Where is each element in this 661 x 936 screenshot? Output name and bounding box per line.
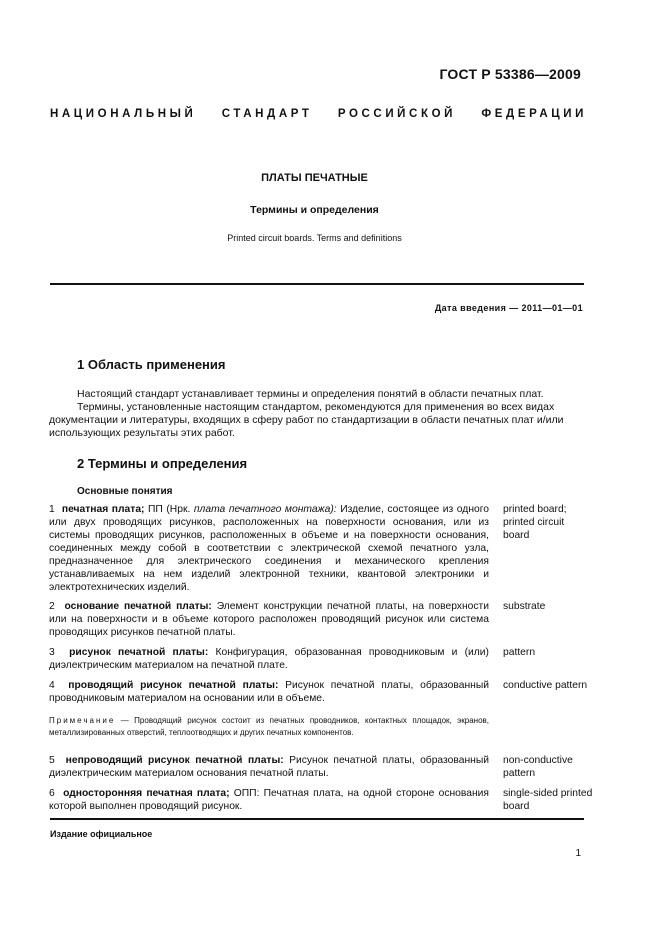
term-name: односторонняя печатная плата; (63, 788, 230, 799)
note (49, 715, 489, 739)
top-divider (50, 283, 584, 285)
date-of-introduction: Дата введения — 2011—01—01 (434, 303, 583, 313)
term-number: 2 (49, 601, 55, 612)
term-entry-4 (49, 679, 489, 705)
term-number: 5 (49, 755, 55, 766)
note-text: — Проводящий рисунок состоит из печатных проводников, контактных площадок, экранов, металлизированных отверстий, теплоотводящих и других печатных компонентов. (49, 716, 489, 737)
scope-paragraph-2-line1: Термины, установленные настоящим стандартом, рекомендуются для применения во всех видах (77, 401, 555, 413)
term-english-3: pattern (503, 647, 536, 658)
term-entry-3 (49, 646, 489, 672)
national-standard-banner: НАЦИОНАЛЬНЫЙ СТАНДАРТ РОССИЙСКОЙ ФЕДЕРАЦИИ (50, 108, 587, 120)
section-1-body (77, 388, 583, 401)
scope-paragraph-2-line2: документации и литературы, входящих в сферу работ по стандартизации в области печатных плат и/или (49, 414, 564, 426)
term-name: проводящий рисунок печатной платы: (68, 680, 279, 691)
term-number: 3 (49, 647, 55, 658)
term-definition: Конфигурация, образованная проводниковым и (или) диэлектрическим материалом на печатной плате. (49, 647, 489, 671)
term-definition: Рисунок печатной платы, образованный диэлектрическим материалом основания печатной платы. (49, 755, 489, 779)
english-title: Printed circuit boards. Terms and definitions (227, 233, 402, 243)
term-number: 4 (49, 680, 55, 691)
term-definition: Элемент конструкции печатной платы, на поверхности или на поверхности и в объеме которого расположен проводящий рисунок или система проводящих рисунков печатной платы. (49, 601, 489, 638)
note-label: Примечание (49, 716, 116, 725)
term-definition: ОПП: Печатная плата, на одной стороне основания которой выполнен проводящий рисунок. (49, 788, 489, 812)
term-definition: Изделие, состоящее из одного или двух проводящих рисунков, расположенных на поверхности основания, или из системы проводящих рисунков, расположенных в объеме и на поверхности основания, соединенных между собой в соответствии с электрической схемой печатного узла, предназначенное для электрического соединения и механического крепления устанавливаемых на нем изделий электронной техники, квантовой электроники и электротехнических изделий. (49, 504, 489, 593)
term-number: 6 (49, 788, 55, 799)
bottom-divider (50, 818, 584, 820)
term-deprecated: плата печатного монтажа): (193, 504, 337, 515)
term-name: рисунок печатной платы: (69, 647, 209, 658)
term-definition: Рисунок печатной платы, образованный проводниковым материалом на основании или в объеме. (49, 680, 489, 704)
term-english-5: non-conductive pattern (503, 755, 573, 779)
term-name: непроводящий рисунок печатной платы: (65, 755, 284, 766)
basic-concepts-heading: Основные понятия (77, 486, 173, 497)
term-name: печатная плата; (61, 504, 145, 515)
term-synonym: ПП (Нрк. (144, 504, 194, 515)
document-title: ПЛАТЫ ПЕЧАТНЫЕ (261, 172, 368, 184)
official-edition-label: Издание официальное (50, 829, 153, 839)
term-english-1: printed board; printed circuit board (503, 504, 567, 541)
term-entry-2 (49, 600, 489, 639)
term-number: 1 (49, 504, 55, 515)
scope-paragraph-1: Настоящий стандарт устанавливает термины и определения понятий в области печатных плат. (77, 388, 544, 400)
term-entry-6 (49, 787, 489, 813)
gost-number: ГОСТ Р 53386—2009 (439, 66, 581, 82)
term-english-6: single-sided printed board (503, 788, 593, 812)
term-english-4: conductive pattern (503, 680, 588, 691)
scope-paragraph-2-line3: использующих результаты этих работ. (49, 427, 235, 439)
document-subtitle: Термины и определения (250, 204, 379, 216)
term-english-2: substrate (503, 601, 546, 612)
term-name: основание печатной платы: (64, 601, 212, 612)
section-1-heading: 1 Область применения (77, 357, 226, 372)
term-entry-5 (49, 754, 489, 780)
term-entry-1 (49, 503, 489, 594)
page-number: 1 (575, 848, 581, 859)
section-2-heading: 2 Термины и определения (77, 456, 248, 471)
